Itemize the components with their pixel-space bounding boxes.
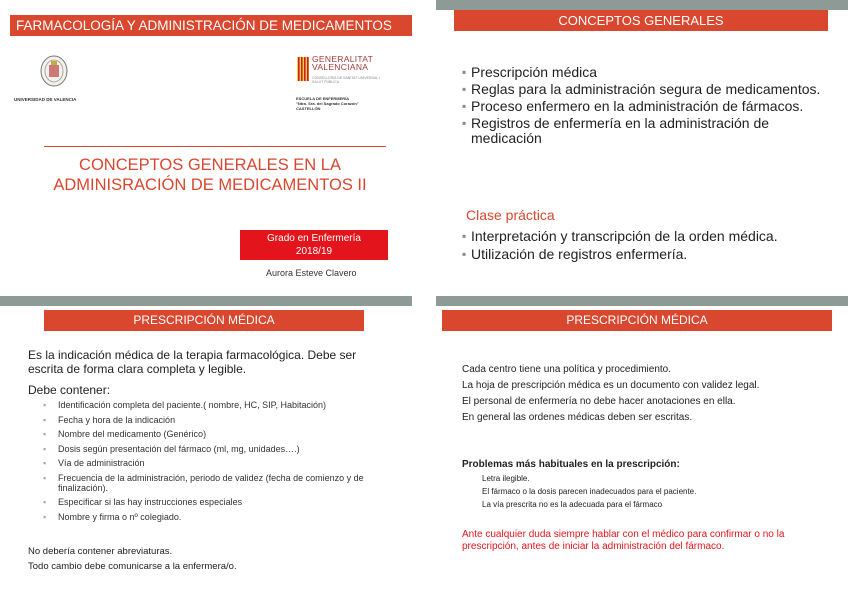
list-item: El fármaco o la dosis parecen inadecuados para el paciente.: [482, 487, 697, 496]
paragraph: El personal de enfermería no debe hacer anotaciones en ella.: [462, 396, 736, 407]
slide-top-bar: [0, 296, 412, 306]
degree-badge: [240, 230, 388, 260]
list-item: ▪ Identificación completa del paciente.( nombre, HC, SIP, Habitación): [43, 400, 326, 410]
slide-header: CONCEPTOS GENERALES: [454, 10, 828, 31]
note-abbreviations: No debería contener abreviaturas.: [28, 546, 173, 557]
paragraph: Cada centro tiene una política y procedimiento.: [462, 364, 672, 375]
slide-prescripcion-2: [436, 296, 848, 599]
clase-practica-heading: Clase práctica: [466, 207, 555, 223]
list-item: ▪ Frecuencia de la administración, periodo de validez (fecha de comienzo y de finalización).: [43, 472, 364, 493]
list-item: ▪ Prescripción médica: [462, 64, 598, 80]
conselleria-label: CONSELLERIA DE SANITAT UNIVERSAL I SALUT PÚBLICA: [312, 76, 380, 84]
topics-list: [462, 65, 822, 148]
list-item: ▪ Especificar si las hay instrucciones especiales: [43, 497, 243, 507]
list-item: ▪ Reglas para la administración segura de medicamentos.: [462, 81, 821, 97]
note-changes: Todo cambio debe comunicarse a la enfermera/o.: [28, 561, 237, 572]
policy-paragraphs: [462, 364, 824, 428]
bullet-icon: ▪: [43, 511, 47, 522]
slide-top-bar: [436, 0, 848, 10]
problems-heading: Problemas más habituales en la prescripción:: [462, 459, 680, 470]
generalitat-name: [312, 55, 373, 71]
school-line3: CASTELLÓN: [296, 106, 321, 111]
requirements-list: [40, 400, 390, 526]
university-label: UNIVERSIDAD DE VALENCIA: [14, 97, 77, 102]
bullet-icon: ▪: [462, 65, 467, 79]
list-item: ▪ Interpretación y transcripción de la orden médica.: [462, 228, 778, 244]
slide-main-title: [20, 155, 400, 195]
list-item: ▪ Fecha y hora de la indicación: [43, 414, 176, 425]
list-item: ▪ Registros de enfermería en la administración de medicación: [462, 115, 770, 146]
slide-header: PRESCRIPCIÓN MÉDICA: [44, 310, 364, 331]
course-header: FARMACOLOGÍA Y ADMINISTRACIÓN DE MEDICAMENTOS: [10, 15, 412, 36]
school-line2: "Ntra. Sra. del Sagrado Corazón": [296, 101, 359, 106]
generalitat-line1: GENERALITAT: [312, 54, 374, 64]
list-item: ▪ Dosis según presentación del fármaco (ml, mg, unidades….): [43, 443, 300, 454]
list-item: ▪ Proceso enfermero en la administración de fármacos.: [462, 98, 804, 114]
paragraph: La hoja de prescripción médica es un documento con validez legal.: [462, 380, 760, 391]
bullet-icon: ▪: [43, 443, 47, 454]
bullet-icon: ▪: [43, 458, 47, 468]
warning-text: Ante cualquier duda siempre hablar con el médico para confirmar o no la prescripción, antes de iniciar la administración del fármaco.: [462, 529, 785, 552]
practice-list: [462, 229, 822, 265]
slide-conceptos: [436, 0, 848, 292]
bullet-icon: ▪: [462, 99, 467, 113]
bullet-icon: ▪: [43, 429, 47, 439]
debe-contener-label: Debe contener:: [28, 383, 111, 397]
list-item: Letra ilegible.: [482, 474, 530, 483]
paragraph: En general las ordenes médicas deben ser escritas.: [462, 412, 693, 423]
school-label: [296, 96, 359, 111]
definition-text: Es la indicación médica de la terapia farmacológica. Debe ser escrita de forma clara completa y legible.: [28, 348, 357, 376]
university-seal-icon: [40, 55, 68, 87]
bullet-icon: ▪: [43, 472, 47, 483]
generalitat-logo-icon: [296, 56, 310, 82]
generalitat-line2: VALENCIANA: [312, 62, 369, 72]
list-item: ▪ Utilización de registros enfermería.: [462, 246, 688, 262]
bullet-icon: ▪: [462, 82, 467, 96]
bullet-icon: ▪: [43, 497, 47, 507]
list-item: ▪ Nombre y firma o nº colegiado.: [43, 511, 182, 522]
degree-year: 2018/19: [295, 246, 333, 257]
bullet-icon: ▪: [43, 400, 47, 410]
list-item: ▪ Nombre del medicamento (Genérico): [43, 429, 207, 439]
slide-header: PRESCRIPCIÓN MÉDICA: [442, 310, 832, 331]
bullet-icon: ▪: [43, 414, 47, 425]
title-line1: CONCEPTOS GENERALES EN LA: [79, 156, 341, 174]
slide-title: [0, 0, 412, 292]
school-line1: ESCUELA DE ENFERMERÍA: [296, 96, 350, 101]
slide-prescripcion-1: [0, 296, 412, 599]
slide-top-bar: [436, 296, 848, 306]
title-line2: ADMINISRACIÓN DE MEDICAMENTOS II: [53, 176, 367, 194]
list-item: La vía prescrita no es la adecuada para el fármaco: [482, 500, 663, 509]
list-item: ▪ Vía de administración: [43, 458, 145, 468]
author-name: Aurora Esteve Clavero: [266, 268, 357, 278]
problems-list: [482, 474, 696, 513]
divider: [44, 146, 386, 147]
bullet-icon: ▪: [462, 229, 467, 243]
degree-name: Grado en Enfermería: [267, 233, 361, 244]
bullet-icon: ▪: [462, 247, 467, 261]
bullet-icon: ▪: [462, 116, 467, 130]
